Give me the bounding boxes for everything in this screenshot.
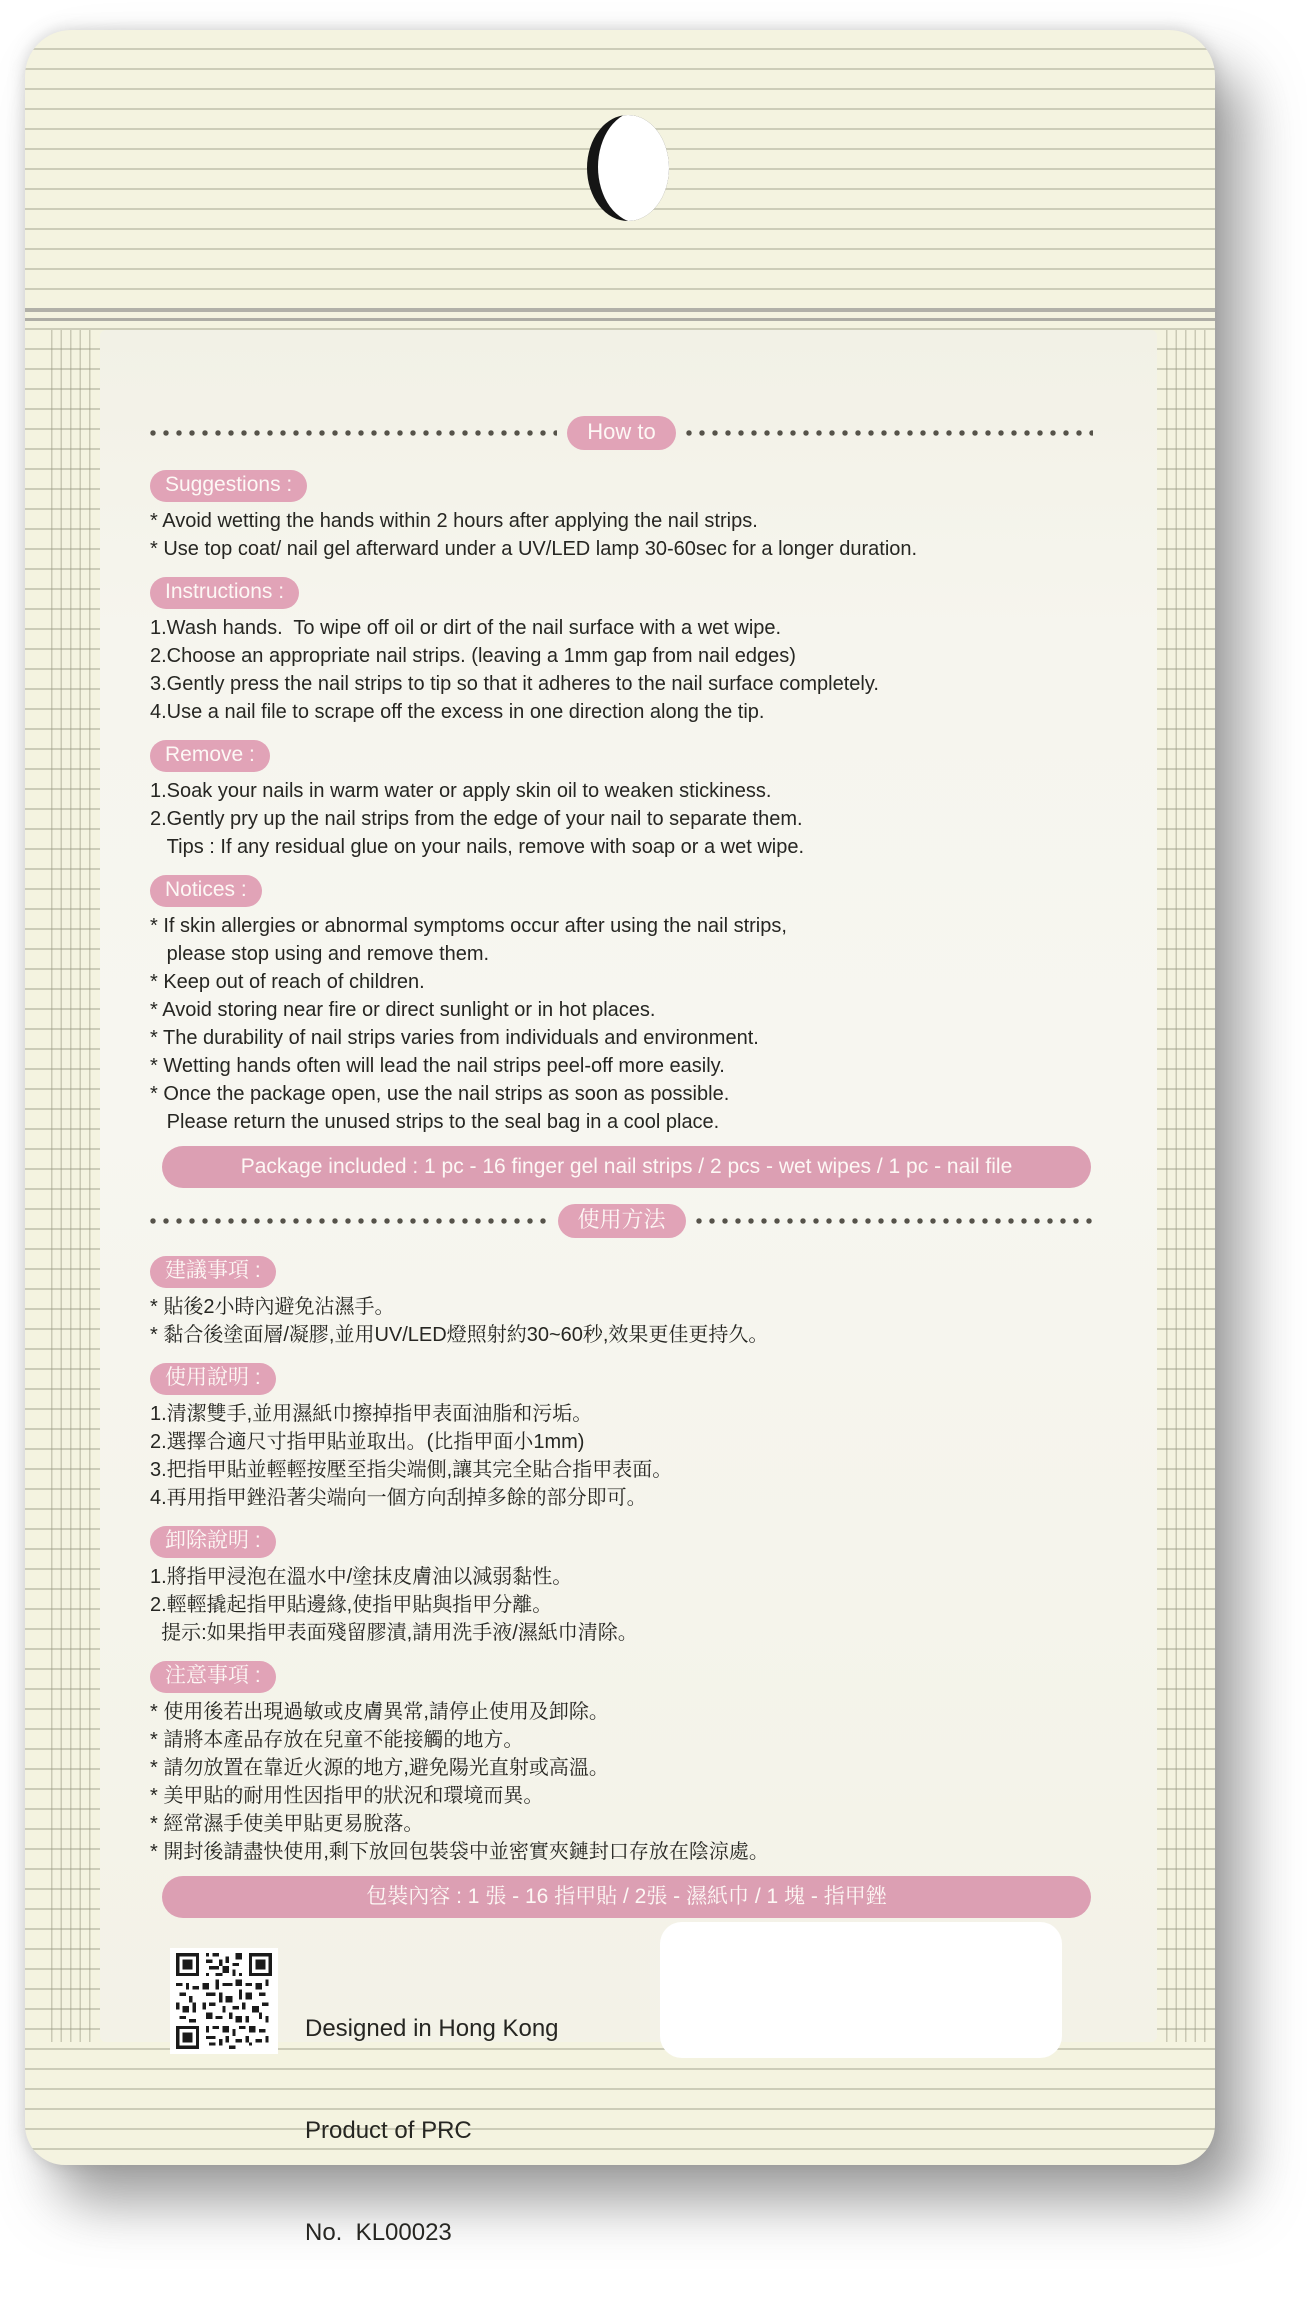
dotted-line — [696, 1218, 1094, 1224]
instruction-section — [150, 1526, 1093, 1647]
section-badge: 卸除說明 : — [150, 1526, 276, 1558]
instruction-line: 2.Gently pry up the nail strips from the edge of your nail to separate them. — [150, 808, 803, 830]
instruction-line: 2.選擇合適尺寸指甲貼並取出。(比指甲面小1mm) — [150, 1431, 585, 1453]
instruction-section — [150, 1256, 1093, 1349]
instruction-line: * 美甲貼的耐用性因指甲的狀況和環境而異。 — [150, 1785, 544, 1807]
instruction-line: * Once the package open, use the nail strips as soon as possible. — [150, 1083, 730, 1105]
label-content — [100, 330, 1157, 2246]
product-of-line: Product of PRC — [305, 2117, 472, 2144]
instruction-line: * 請勿放置在靠近火源的地方,避免陽光直射或高溫。 — [150, 1757, 609, 1779]
product-package-back — [25, 30, 1215, 2246]
how-to-divider — [150, 416, 1093, 450]
right-border-texture — [1158, 330, 1213, 2042]
seal-line — [25, 308, 1215, 326]
instruction-line: 1.清潔雙手,並用濕紙巾擦掉指甲表面油脂和污垢。 — [150, 1403, 593, 1425]
designed-in-line: Designed in Hong Kong — [305, 2015, 559, 2042]
instruction-line: 提示:如果指甲表面殘留膠漬,請用洗手液/濕紙巾清除。 — [150, 1622, 638, 1644]
instruction-line: * Avoid wetting the hands within 2 hours after applying the nail strips. — [150, 510, 758, 532]
package-included-banner-en: Package included : 1 pc - 16 finger gel nail strips / 2 pcs - wet wipes / 1 pc - nail file — [162, 1146, 1091, 1188]
instruction-line: * 開封後請盡快使用,剩下放回包裝袋中並密實夾鏈封口存放在陰涼處。 — [150, 1841, 769, 1863]
section-badge: Remove : — [150, 740, 270, 772]
instruction-line: 4.Use a nail file to scrape off the excess in one direction along the tip. — [150, 701, 765, 723]
instruction-line: 2.Choose an appropriate nail strips. (leaving a 1mm gap from nail edges) — [150, 645, 796, 667]
label-panel — [100, 330, 1157, 2246]
instruction-line: Tips : If any residual glue on your nails, remove with soap or a wet wipe. — [150, 836, 805, 858]
instruction-line: 1.Soak your nails in warm water or apply skin oil to weaken stickiness. — [150, 780, 772, 802]
section-badge: Instructions : — [150, 577, 299, 609]
instruction-section — [150, 1363, 1093, 1512]
instruction-line: * Wetting hands often will lead the nail strips peel-off more easily. — [150, 1055, 725, 1077]
footer — [150, 1944, 1093, 2246]
usage-divider — [150, 1204, 1093, 1238]
section-badge: 注意事項 : — [150, 1661, 276, 1693]
instruction-line: * The durability of nail strips varies from individuals and environment. — [150, 1027, 759, 1049]
origin-text — [305, 1944, 559, 2318]
package-included-banner-zh: 包裝內容 : 1 張 - 16 指甲貼 / 2張 - 濕紙巾 / 1 塊 - 指甲銼 — [162, 1876, 1091, 1918]
dotted-line — [150, 430, 557, 436]
instruction-line: * 貼後2小時內避免沾濕手。 — [150, 1296, 395, 1318]
section-badge: Suggestions : — [150, 470, 307, 502]
qr-code — [170, 1948, 278, 2054]
instruction-line: * Keep out of reach of children. — [150, 971, 425, 993]
instruction-line: * Use top coat/ nail gel afterward under a UV/LED lamp 30-60sec for a longer duration. — [150, 538, 918, 560]
section-badge: 建議事項 : — [150, 1256, 276, 1288]
instruction-section — [150, 577, 1093, 726]
dotted-line — [686, 430, 1093, 436]
how-to-title: How to — [567, 416, 675, 450]
english-sections — [150, 470, 1093, 1136]
instruction-section — [150, 1661, 1093, 1866]
instruction-line: * Avoid storing near fire or direct sunlight or in hot places. — [150, 999, 656, 1021]
item-number-line: No. KL00023 — [305, 2219, 452, 2246]
instruction-line: 1.將指甲浸泡在溫水中/塗抹皮膚油以減弱黏性。 — [150, 1566, 573, 1588]
section-badge: 使用說明 : — [150, 1363, 276, 1395]
instruction-section — [150, 470, 1093, 563]
qr-code-icon — [176, 1953, 272, 2049]
instruction-line: Please return the unused strips to the seal bag in a cool place. — [150, 1111, 720, 1133]
section-badge: Notices : — [150, 875, 262, 907]
hang-hole — [587, 115, 669, 221]
hang-hole-cutout — [598, 115, 669, 221]
blank-label-area — [660, 1922, 1062, 2058]
usage-title: 使用方法 — [558, 1204, 686, 1238]
instruction-line: 3.把指甲貼並輕輕按壓至指尖端側,讓其完全貼合指甲表面。 — [150, 1459, 673, 1481]
dotted-line — [150, 1218, 548, 1224]
instruction-line: * 使用後若出現過敏或皮膚異常,請停止使用及卸除。 — [150, 1701, 609, 1723]
instruction-line: * 黏合後塗面層/凝膠,並用UV/LED燈照射約30~60秒,效果更佳更持久。 — [150, 1324, 769, 1346]
instruction-line: 2.輕輕撬起指甲貼邊緣,使指甲貼與指甲分離。 — [150, 1594, 553, 1616]
instruction-line: 1.Wash hands. To wipe off oil or dirt of the nail surface with a wet wipe. — [150, 617, 782, 639]
instruction-line: 3.Gently press the nail strips to tip so that it adheres to the nail surface completely. — [150, 673, 879, 695]
chinese-sections — [150, 1256, 1093, 1866]
instruction-line: please stop using and remove them. — [150, 943, 490, 965]
instruction-line: * 請將本產品存放在兒童不能接觸的地方。 — [150, 1729, 524, 1751]
left-border-texture — [43, 330, 98, 2042]
instruction-line: * If skin allergies or abnormal symptoms occur after using the nail strips, — [150, 915, 787, 937]
instruction-line: * 經常濕手使美甲貼更易脫落。 — [150, 1813, 424, 1835]
instruction-section — [150, 875, 1093, 1136]
instruction-line: 4.再用指甲銼沿著尖端向一個方向刮掉多餘的部分即可。 — [150, 1487, 647, 1509]
instruction-section — [150, 740, 1093, 861]
